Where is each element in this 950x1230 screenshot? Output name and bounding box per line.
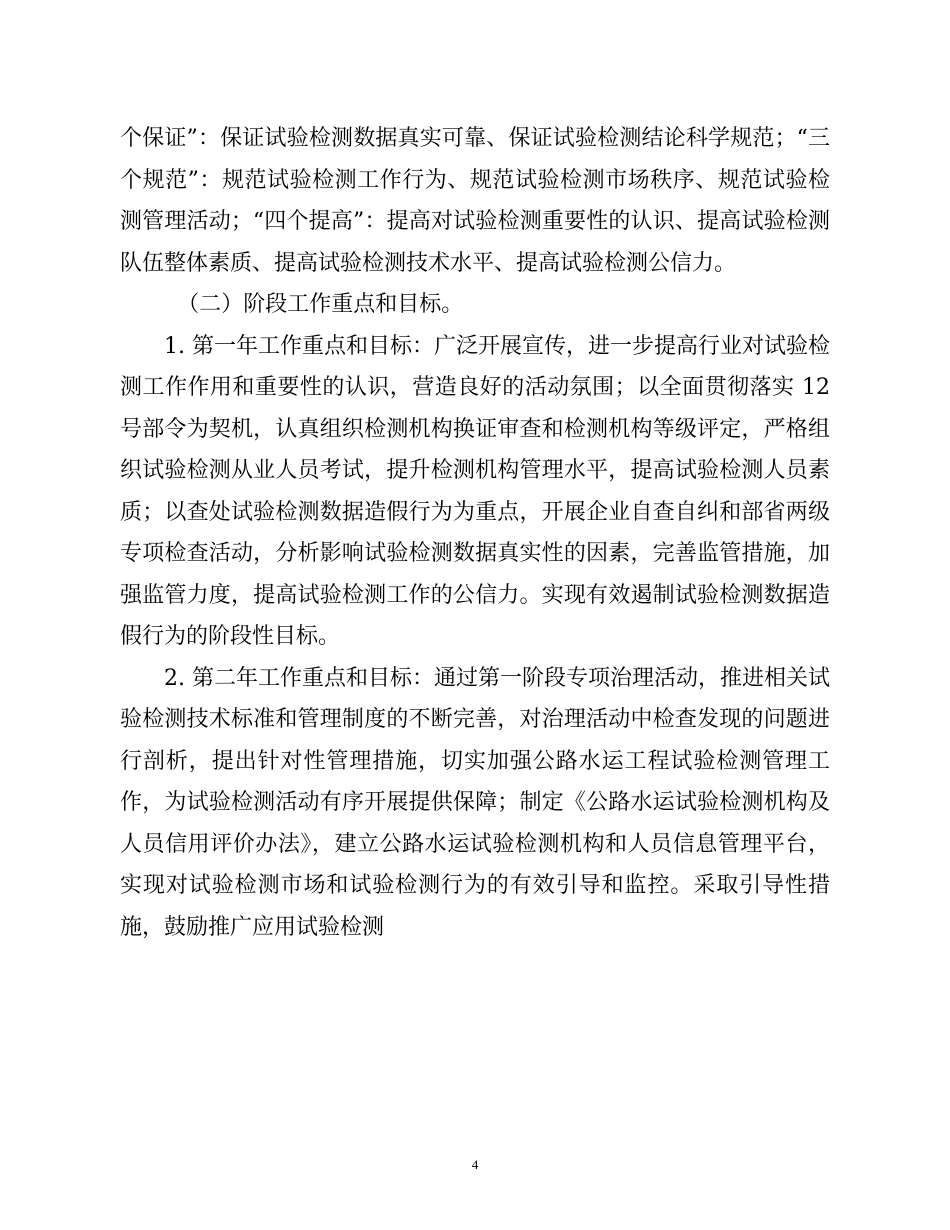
page-number: 4 (471, 1157, 479, 1172)
document-body (120, 118, 830, 948)
paragraph-continuation: 个保证”：保证试验检测数据真实可靠、保证试验检测结论科学规范；“三个规范”：规范试验检测工作行为、规范试验检测市场秩序、规范试验检测管理活动；“四个提高”：提高对试验检测重要性的认识、提高试验检测队伍整体素质、提高试验检测技术水平、提高试验检测公信力。 (120, 126, 830, 276)
section-heading: （二）阶段工作重点和目标。 (177, 292, 464, 317)
paragraph-second-year-goals: 2. 第二年工作重点和目标：通过第一阶段专项治理活动，推进相关试验检测技术标准和管理制度的不断完善，对治理活动中检查发现的问题进行剖析，提出针对性管理措施，切实加强公路水运工程试验检测管理工作，为试验检测活动有序开展提供保障；制定《公路水运试验检测机构及人员信用评价办法》，建立公路水运试验检测机构和人员信息管理平台，实现对试验检测市场和试验检测行为的有效引导和监控。采取引导性措施，鼓励推广应用试验检测 (120, 665, 830, 940)
paragraph-first-year-goals: 1. 第一年工作重点和目标：广泛开展宣传，进一步提高行业对试验检测工作作用和重要性的认识，营造良好的活动氛围；以全面贯彻落实 12 号部令为契机，认真组织检测机构换证审查和检测机构等级评定，严格组织试验检测从业人员考试，提升检测机构管理水平，提高试验检测人员素质；以查处试验检测数据造假行为为重点，开展企业自查自纠和部省两级专项检查活动，分析影响试验检测数据真实性的因素，完善监管措施，加强监管力度，提高试验检测工作的公信力。实现有效遏制试验检测数据造假行为的阶段性目标。 (120, 333, 830, 649)
